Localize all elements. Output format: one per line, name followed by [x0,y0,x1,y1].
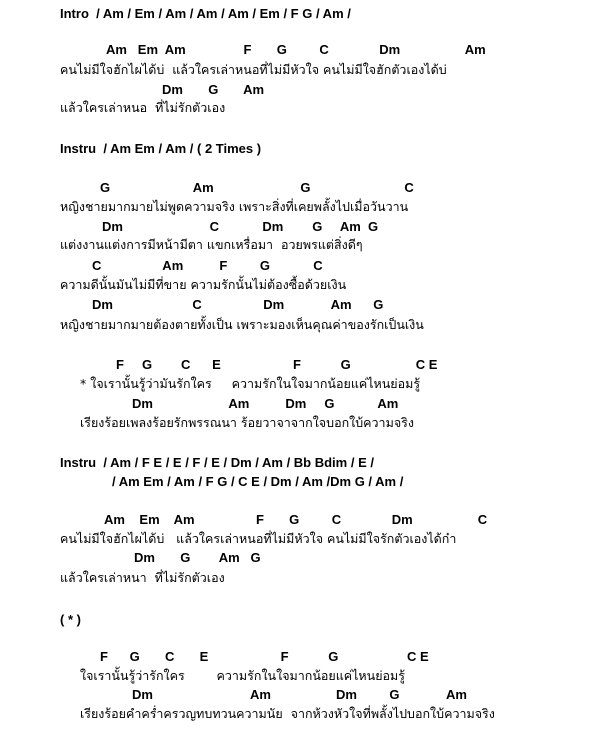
verse2-lyrics-1: หญิงชายมากมายไม่พูดความจริง เพราะสิ่งที่เคยพลั้งไปเมื่อวันวาน [60,199,409,214]
ending-chords-2: Dm Am Dm G Am [132,687,467,702]
verse3-chords-1: Am Em Am F G C Dm C [104,512,488,527]
chorus-chords-2: Dm Am Dm G Am [132,396,399,411]
verse2-chords-1: G Am G C [100,180,414,195]
instru-line-1: Instru / Am Em / Am / ( 2 Times ) [60,141,262,156]
verse3-lyrics-1: คนไม่มีใจฮักไผได้บ่ แล้วใครเล่าหนอที่ไม่มีหัวใจ คนไม่มีใจรักตัวเองได้ก๋า [60,531,457,546]
ending-lyrics-2: เรียงร้อยคำคร่ำครวญทบทวนความนัย จากห้วงหัวใจที่พลั้งไปบอกใบ้ความจริง [80,706,495,721]
verse2-chords-4: Dm C Dm Am G [92,297,384,312]
intro-line: Intro / Am / Em / Am / Am / Am / Em / F G / Am / [60,6,351,21]
verse3-lyrics-2: แล้วใครเล่าหนา ที่ไม่รักตัวเอง [60,570,225,585]
ending-lyrics-1: ใจเรานั้นรู้ว่ารักใคร ความรักในใจมากน้อยแค่ไหนย่อมรู้ [80,668,405,683]
verse1-lyrics-2: แล้วใครเล่าหนอ ที่ไม่รักตัวเอง [60,100,226,115]
chorus-chords-1: F G C E F G C E [116,357,438,372]
verse1-chords-1: Am Em Am F G C Dm Am [106,42,486,57]
instru-line-2b: / Am Em / Am / F G / C E / Dm / Am /Dm G / Am / [112,474,404,489]
ending-chords-1: F G C E F G C E [100,649,429,664]
chorus-lyrics-2: เรียงร้อยเพลงร้อยรักพรรณนา ร้อยวาจาจากใจบอกใบ้ความจริง [80,415,414,430]
verse2-lyrics-4: หญิงชายมากมายต้องตายทั้งเป็น เพราะมองเห็นคุณค่าของรักเป็นเงิน [60,317,424,332]
verse2-lyrics-2: แต่งงานแต่งการมีหน้ามีตา แขกเหรื่อมา อวยพรแต่สิ่งดีๆ [60,237,363,252]
verse2-lyrics-3: ความดีนั้นมันไม่มีที่ขาย ความรักนั้นไม่ต้องซื้อด้วยเงิน [60,277,347,292]
verse3-chords-2: Dm G Am G [134,550,261,565]
verse1-lyrics-1: คนไม่มีใจฮักไผได้บ่ แล้วใครเล่าหนอที่ไม่มีหัวใจ คนไม่มีใจฮักตัวเองได้บ่ [60,62,447,77]
verse2-chords-2: Dm C Dm G Am G [102,219,379,234]
verse2-chords-3: C Am F G C [92,258,323,273]
verse1-chords-2: Dm G Am [162,82,265,97]
repeat-chorus-marker: ( * ) [60,612,81,627]
instru-line-2a: Instru / Am / F E / E / F / E / Dm / Am / Bb Bdim / E / [60,455,374,470]
chorus-lyrics-1: * ใจเรานั้นรู้ว่ามันรักใคร ความรักในใจมากน้อยแค่ไหนย่อมรู้ [80,376,421,391]
